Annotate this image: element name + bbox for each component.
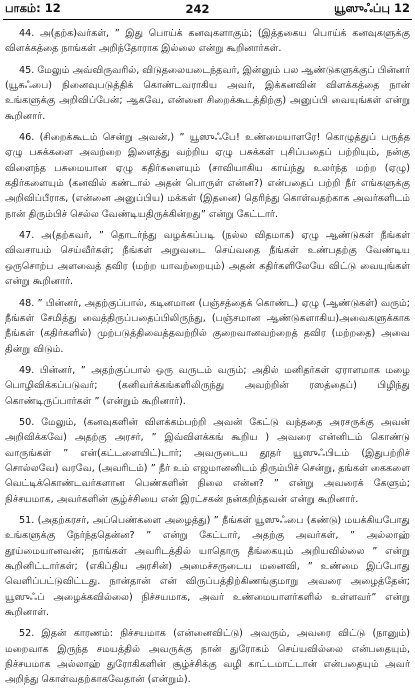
verse-paragraph	[5, 296, 410, 357]
verse-paragraph	[5, 415, 410, 507]
verse-text: இதன் காரணம்: நிச்சயமாக (என்னைவிட்டு) அவரும், அவரை விட்டு (நானும்) மறைவாக இருந்த சமயத்தில் அவருக்கு நான் துரோகம் செய்யவில்லை என்பதையும், நிச்சயமாக அல்லாஹ் துரோகிகளின் சூழ்ச்சிக்கு வழி காட்டமாட்டான் என்பதையும் அவர் அறிந்து கொள்வதற்காகவேதான் (என்றும்).	[5, 628, 410, 686]
verse-text: மேலும், (கனவுகளின் விளக்கம்பற்றி அவன் கேட்டு வந்ததை அரசருக்கு அவன் அறிவிக்கவே) அதற்கு அரசர், ” இவ்விளக்கங் கூறிய ) அவரை என்னிடம் கொண்டு வாருங்கள் ” என்(கட்டளையிட்)டார்; அவருடைய தூதர் யூஸுஃபிடம் (இதுபற்றிச் சொல்லவே) வரவே, (அவரிடம்) ” நீர் உம் எஜமானனிடம் திரும்பிச் சென்று, தங்கள் கைகளை வெட்டிக்கொண்டவர்களான பெண்களின் நிலை என்ன? ” என்று அவரைக் கேளும்; நிச்சயமாக, அவர்களின் சூழ்ச்சியை என் இரட்சகன் நன்கறிந்தவன் என்று கூறினார்.	[5, 416, 410, 505]
verse-paragraph	[5, 130, 410, 222]
verse-number: 48.	[19, 297, 35, 309]
verses-body	[3, 20, 412, 688]
verse-paragraph	[5, 626, 410, 687]
verse-text: அ(தற்க)வர்கள், ” இது பொய்க் கனவுகளாகும்; (இத்தகைய பொய்க் கனவுகளுக்கு விளக்கத்தை நாங்கள் அறிந்தோராக இல்லை என்று கூறினார்கள்.	[5, 28, 410, 55]
page-number: 242	[185, 2, 210, 16]
verse-text: (சிறைக்கூடம் சென்று அவன்,) ” யூஸுஃபே! உண்மையாளரே! கொழுத்துப் பருத்த ஏழு பசுக்களை அவற்றை இளைத்து வற்றிய ஏழு பசுக்கள் புசிப்பதைப் பற்றியும், நன்கு விளைந்த பசுமையான ஏழு கதிர்களையும் (சாவியாகிய காய்ந்து உலர்ந்த மற்ற (ஏழு) கதிர்களையும் (கனவில் கண்டால் அதன் பொருள் என்ன?) என்பதைப் பற்றி நீர் எங்களுக்கு அறிவிப்பீராக, (என்னை அனுப்பிய) மக்கள் (இதனை) தெரிந்து கொள்வதற்காக அவர்களிடம் நான் திரும்பிச் செல்ல வேண்டியதிருக்கின்றது” என்று கேட்டார்.	[5, 132, 410, 220]
verse-number: 47.	[19, 230, 35, 242]
verse-paragraph	[5, 513, 410, 620]
verse-number: 49.	[19, 364, 35, 376]
verse-paragraph	[5, 363, 410, 409]
verse-number: 52.	[19, 628, 35, 640]
verse-paragraph	[5, 228, 410, 289]
verse-number: 45.	[19, 64, 35, 76]
verse-paragraph	[5, 63, 410, 124]
verse-number: 44.	[19, 28, 35, 39]
verse-paragraph	[5, 26, 410, 57]
verse-number: 46.	[19, 132, 35, 144]
verse-text: ” பின்னர், அதற்குப்பால், கடினமான (பஞ்சத்தைக் கொண்ட) ஏழு (ஆண்டுகள்) வரும்; நீங்கள் சேமித்து வைத்திருப்பதைப்பிலிருந்து, (பஞ்சமான ஆண்டுகளாகிய)அவைகளுக்காக நீங்கள் (கதிர்களில்) முற்படுத்திவைத்தவற்றில் குறைவானவற்றைத் தவிர (மற்றதை) அவை தின்று விடும்.	[5, 297, 410, 355]
part-label: பாகம்: 12	[5, 1, 61, 15]
verse-text: பின்னர், ” அதற்குப்பால் ஒரு வருடம் வரும்; அதில் மனிதர்கள் ஏராளமாக மழை பொழிவிக்கப்படுவர்; (கனிவர்க்கங்களிலிருந்து அவற்றின் ரஸத்தைப்) பிழிந்து கொண்டிருப்பார்கள் ” (என்றும் கூறினார்).	[5, 364, 410, 407]
chapter-label: யூஸுஃப்பு 12	[334, 1, 410, 15]
verse-text: மேலும் அவ்விருவரில், விடுதலையடைந்தவர், இன்னும் பல ஆண்டுகளுக்குப் பின்னர் (யூசுஃபை) நினைவுபடுத்திக் கொண்டவராகிய அவர், இக்கனவின் விளக்கத்தை நான் உங்களுக்கு அறிவிப்பேன்; ஆகவே, என்னை சிறைக்கூடத்திற்கு) அனுப்பி வையுங்கள் என்று கூறினார்.	[5, 64, 410, 122]
verse-text: அ(தற்கவர், ” தொடர்ந்து வழக்கப்படி (நல்ல விதமாக) ஏழு ஆண்டுகள் நீங்கள் விவசாயம் செய்வீர்கள்; நீங்கள் அறுவடை செய்வதை நீங்கள் உண்பதற்கு வேண்டிய ஒருசொற்ப அளவைத் தவிர (மற்ற யாவற்றையும்) அதன் கதிர்களிலேயே விட்டு வையுங்கள் என்று கூறினார்.	[5, 230, 410, 288]
verse-number: 51.	[19, 514, 35, 526]
verse-text: (அதற்கரசர், அப்பெண்களை அழைத்து) ” நீங்கள் யூஸுஃபை (கண்டு) மயக்கியபோது உங்களுக்கு நேர்ந்ததென்ன? ” என்று கேட்டார், அதற்கு அவர்கள், ” அல்லாஹ் தூய்மையானவன்; நாங்கள் அவரிடத்தில் யாதொரு தீங்கையும் அறியவில்லை ” என்று கூறினிட்டார்கள்; (எகிப்திய அரசின்) அமைச்சருடைய மனைவி, ” உண்மை இப்போது வெளிப்பட்டுவிட்டது. நான்தான் என் விருப்பத்திற்கிணங்குமாறு அவரை அழைத்தேன்; யூஸுஃப் அழைக்கவில்லை) நிச்சயமாக, அவர் உண்மையாளர்களில் உள்ளவர்” என்று கூறினாள்.	[5, 514, 410, 619]
page-header	[3, 0, 412, 18]
verse-number: 50.	[19, 416, 35, 428]
